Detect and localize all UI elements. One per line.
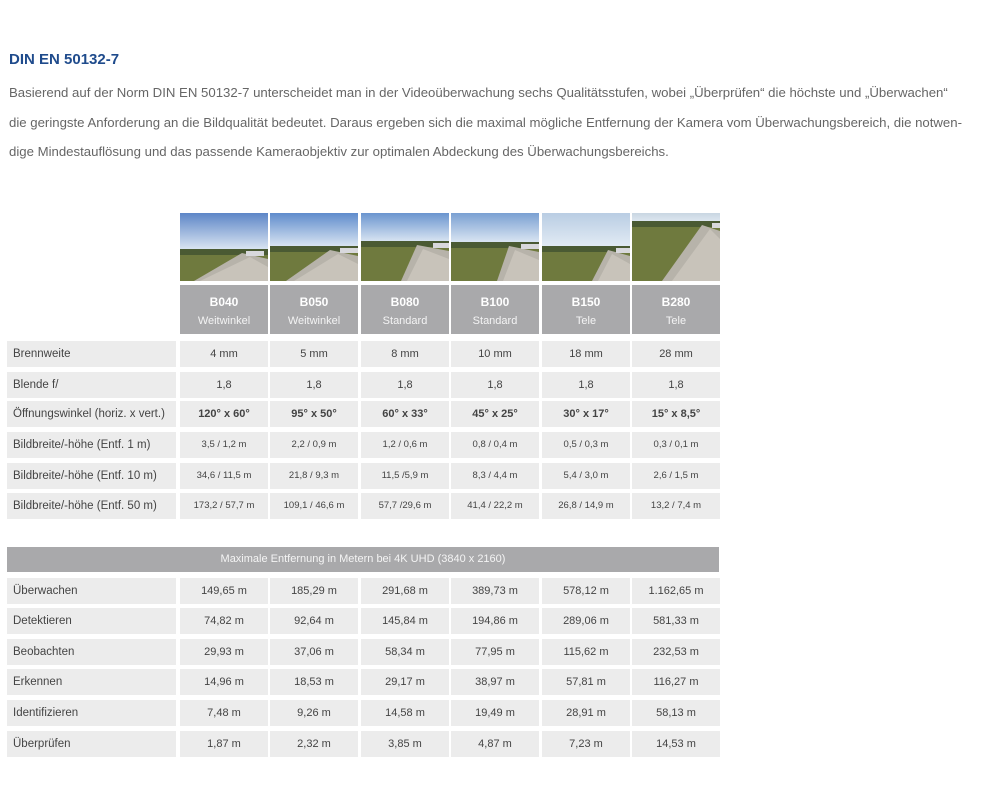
intro-line: dige Mindestauflösung und das passende Kameraobjektiv zur optimalen Abdeckung des Überwachungsbereichs. bbox=[9, 144, 669, 159]
spec-cell: 26,8 / 14,9 m bbox=[542, 493, 630, 519]
lens-code: B040 bbox=[209, 295, 239, 309]
lens-code: B050 bbox=[299, 295, 329, 309]
lens-photo bbox=[361, 213, 449, 281]
distance-cell: 29,17 m bbox=[361, 669, 449, 695]
distance-cell: 77,95 m bbox=[451, 639, 539, 665]
distance-cell: 149,65 m bbox=[180, 578, 268, 604]
distance-row-label: Überwachen bbox=[7, 578, 176, 604]
spec-row-label: Bildbreite/-höhe (Entf. 50 m) bbox=[7, 493, 176, 519]
spec-cell: 5 mm bbox=[270, 341, 358, 367]
lens-header bbox=[180, 285, 268, 334]
lens-photo bbox=[451, 213, 539, 281]
spec-cell: 1,8 bbox=[542, 372, 630, 398]
spec-cell: 2,2 / 0,9 m bbox=[270, 432, 358, 458]
spec-cell: 21,8 / 9,3 m bbox=[270, 463, 358, 489]
distance-cell: 19,49 m bbox=[451, 700, 539, 726]
lens-header bbox=[270, 285, 358, 334]
spec-cell: 1,8 bbox=[180, 372, 268, 398]
lens-type: Weitwinkel bbox=[287, 315, 341, 327]
distance-cell: 92,64 m bbox=[270, 608, 358, 634]
spec-cell: 45° x 25° bbox=[451, 401, 539, 427]
distance-cell: 58,13 m bbox=[632, 700, 720, 726]
lens-type: Tele bbox=[665, 315, 687, 327]
spec-cell: 5,4 / 3,0 m bbox=[542, 463, 630, 489]
distance-cell: 9,26 m bbox=[270, 700, 358, 726]
distance-cell: 37,06 m bbox=[270, 639, 358, 665]
distance-cell: 2,32 m bbox=[270, 731, 358, 757]
distance-row-label: Detektieren bbox=[7, 608, 176, 634]
distance-cell: 14,53 m bbox=[632, 731, 720, 757]
distance-cell: 3,85 m bbox=[361, 731, 449, 757]
distance-cell: 4,87 m bbox=[451, 731, 539, 757]
distance-cell: 581,33 m bbox=[632, 608, 720, 634]
lens-photo bbox=[180, 213, 268, 281]
distance-cell: 38,97 m bbox=[451, 669, 539, 695]
spec-cell: 4 mm bbox=[180, 341, 268, 367]
spec-cell: 0,3 / 0,1 m bbox=[632, 432, 720, 458]
intro-line: Basierend auf der Norm DIN EN 50132-7 unterscheidet man in der Videoüberwachung sechs Qualitätsstufen, wobei „Überprüfen“ die höchste und „Überwachen“ bbox=[9, 85, 948, 100]
spec-cell: 8,3 / 4,4 m bbox=[451, 463, 539, 489]
spec-cell: 109,1 / 46,6 m bbox=[270, 493, 358, 519]
spec-cell: 0,8 / 0,4 m bbox=[451, 432, 539, 458]
distance-row-label: Überprüfen bbox=[7, 731, 176, 757]
distance-cell: 389,73 m bbox=[451, 578, 539, 604]
intro-paragraph bbox=[9, 78, 999, 167]
distance-cell: 291,68 m bbox=[361, 578, 449, 604]
lens-code: B280 bbox=[661, 295, 691, 309]
spec-cell: 57,7 /29,6 m bbox=[361, 493, 449, 519]
spec-cell: 1,8 bbox=[451, 372, 539, 398]
lens-header bbox=[632, 285, 720, 334]
spec-row-label: Brennweite bbox=[7, 341, 176, 367]
distance-cell: 194,86 m bbox=[451, 608, 539, 634]
spec-cell: 1,8 bbox=[632, 372, 720, 398]
spec-cell: 0,5 / 0,3 m bbox=[542, 432, 630, 458]
distance-row-label: Beobachten bbox=[7, 639, 176, 665]
spec-row-label: Bildbreite/-höhe (Entf. 10 m) bbox=[7, 463, 176, 489]
spec-cell: 1,8 bbox=[270, 372, 358, 398]
distance-cell: 7,48 m bbox=[180, 700, 268, 726]
distance-cell: 1,87 m bbox=[180, 731, 268, 757]
intro-line: die geringste Anforderung an die Bildqualität bedeutet. Daraus ergeben sich die maximal mögliche Entfernung der Kamera vom Überwachungsbereich, die notwen- bbox=[9, 114, 962, 130]
distance-cell: 7,23 m bbox=[542, 731, 630, 757]
distance-cell: 116,27 m bbox=[632, 669, 720, 695]
spec-cell: 15° x 8,5° bbox=[632, 401, 720, 427]
lens-code: B100 bbox=[480, 295, 510, 309]
distance-cell: 14,58 m bbox=[361, 700, 449, 726]
distance-cell: 1.162,65 m bbox=[632, 578, 720, 604]
lens-code: B080 bbox=[390, 295, 420, 309]
lens-photo bbox=[542, 213, 630, 281]
distance-table-header: Maximale Entfernung in Metern bei 4K UHD (3840 x 2160) bbox=[7, 547, 719, 572]
spec-cell: 34,6 / 11,5 m bbox=[180, 463, 268, 489]
spec-cell: 1,2 / 0,6 m bbox=[361, 432, 449, 458]
distance-cell: 29,93 m bbox=[180, 639, 268, 665]
distance-cell: 28,91 m bbox=[542, 700, 630, 726]
spec-cell: 8 mm bbox=[361, 341, 449, 367]
page-title: DIN EN 50132-7 bbox=[9, 51, 120, 68]
spec-row-label: Öffnungswinkel (horiz. x vert.) bbox=[7, 401, 176, 427]
spec-cell: 120° x 60° bbox=[180, 401, 268, 427]
spec-row-label: Blende f/ bbox=[7, 372, 176, 398]
spec-cell: 11,5 /5,9 m bbox=[361, 463, 449, 489]
lens-photo bbox=[270, 213, 358, 281]
distance-cell: 58,34 m bbox=[361, 639, 449, 665]
distance-cell: 578,12 m bbox=[542, 578, 630, 604]
spec-cell: 28 mm bbox=[632, 341, 720, 367]
distance-cell: 57,81 m bbox=[542, 669, 630, 695]
spec-cell: 13,2 / 7,4 m bbox=[632, 493, 720, 519]
distance-cell: 289,06 m bbox=[542, 608, 630, 634]
spec-cell: 60° x 33° bbox=[361, 401, 449, 427]
spec-cell: 2,6 / 1,5 m bbox=[632, 463, 720, 489]
spec-cell: 3,5 / 1,2 m bbox=[180, 432, 268, 458]
spec-cell: 95° x 50° bbox=[270, 401, 358, 427]
distance-cell: 115,62 m bbox=[542, 639, 630, 665]
lens-type: Tele bbox=[575, 315, 597, 327]
lens-code: B150 bbox=[571, 295, 601, 309]
lens-header bbox=[451, 285, 539, 334]
spec-cell: 18 mm bbox=[542, 341, 630, 367]
distance-cell: 14,96 m bbox=[180, 669, 268, 695]
distance-cell: 18,53 m bbox=[270, 669, 358, 695]
spec-row-label: Bildbreite/-höhe (Entf. 1 m) bbox=[7, 432, 176, 458]
distance-cell: 232,53 m bbox=[632, 639, 720, 665]
lens-type: Standard bbox=[382, 315, 428, 327]
spec-cell: 10 mm bbox=[451, 341, 539, 367]
lens-type: Standard bbox=[472, 315, 518, 327]
spec-cell: 173,2 / 57,7 m bbox=[180, 493, 268, 519]
distance-cell: 74,82 m bbox=[180, 608, 268, 634]
spec-cell: 30° x 17° bbox=[542, 401, 630, 427]
distance-cell: 145,84 m bbox=[361, 608, 449, 634]
lens-header bbox=[361, 285, 449, 334]
lens-type: Weitwinkel bbox=[197, 315, 251, 327]
distance-cell: 185,29 m bbox=[270, 578, 358, 604]
distance-row-label: Erkennen bbox=[7, 669, 176, 695]
spec-cell: 1,8 bbox=[361, 372, 449, 398]
lens-header bbox=[542, 285, 630, 334]
distance-row-label: Identifizieren bbox=[7, 700, 176, 726]
spec-cell: 41,4 / 22,2 m bbox=[451, 493, 539, 519]
lens-photo bbox=[632, 213, 720, 281]
